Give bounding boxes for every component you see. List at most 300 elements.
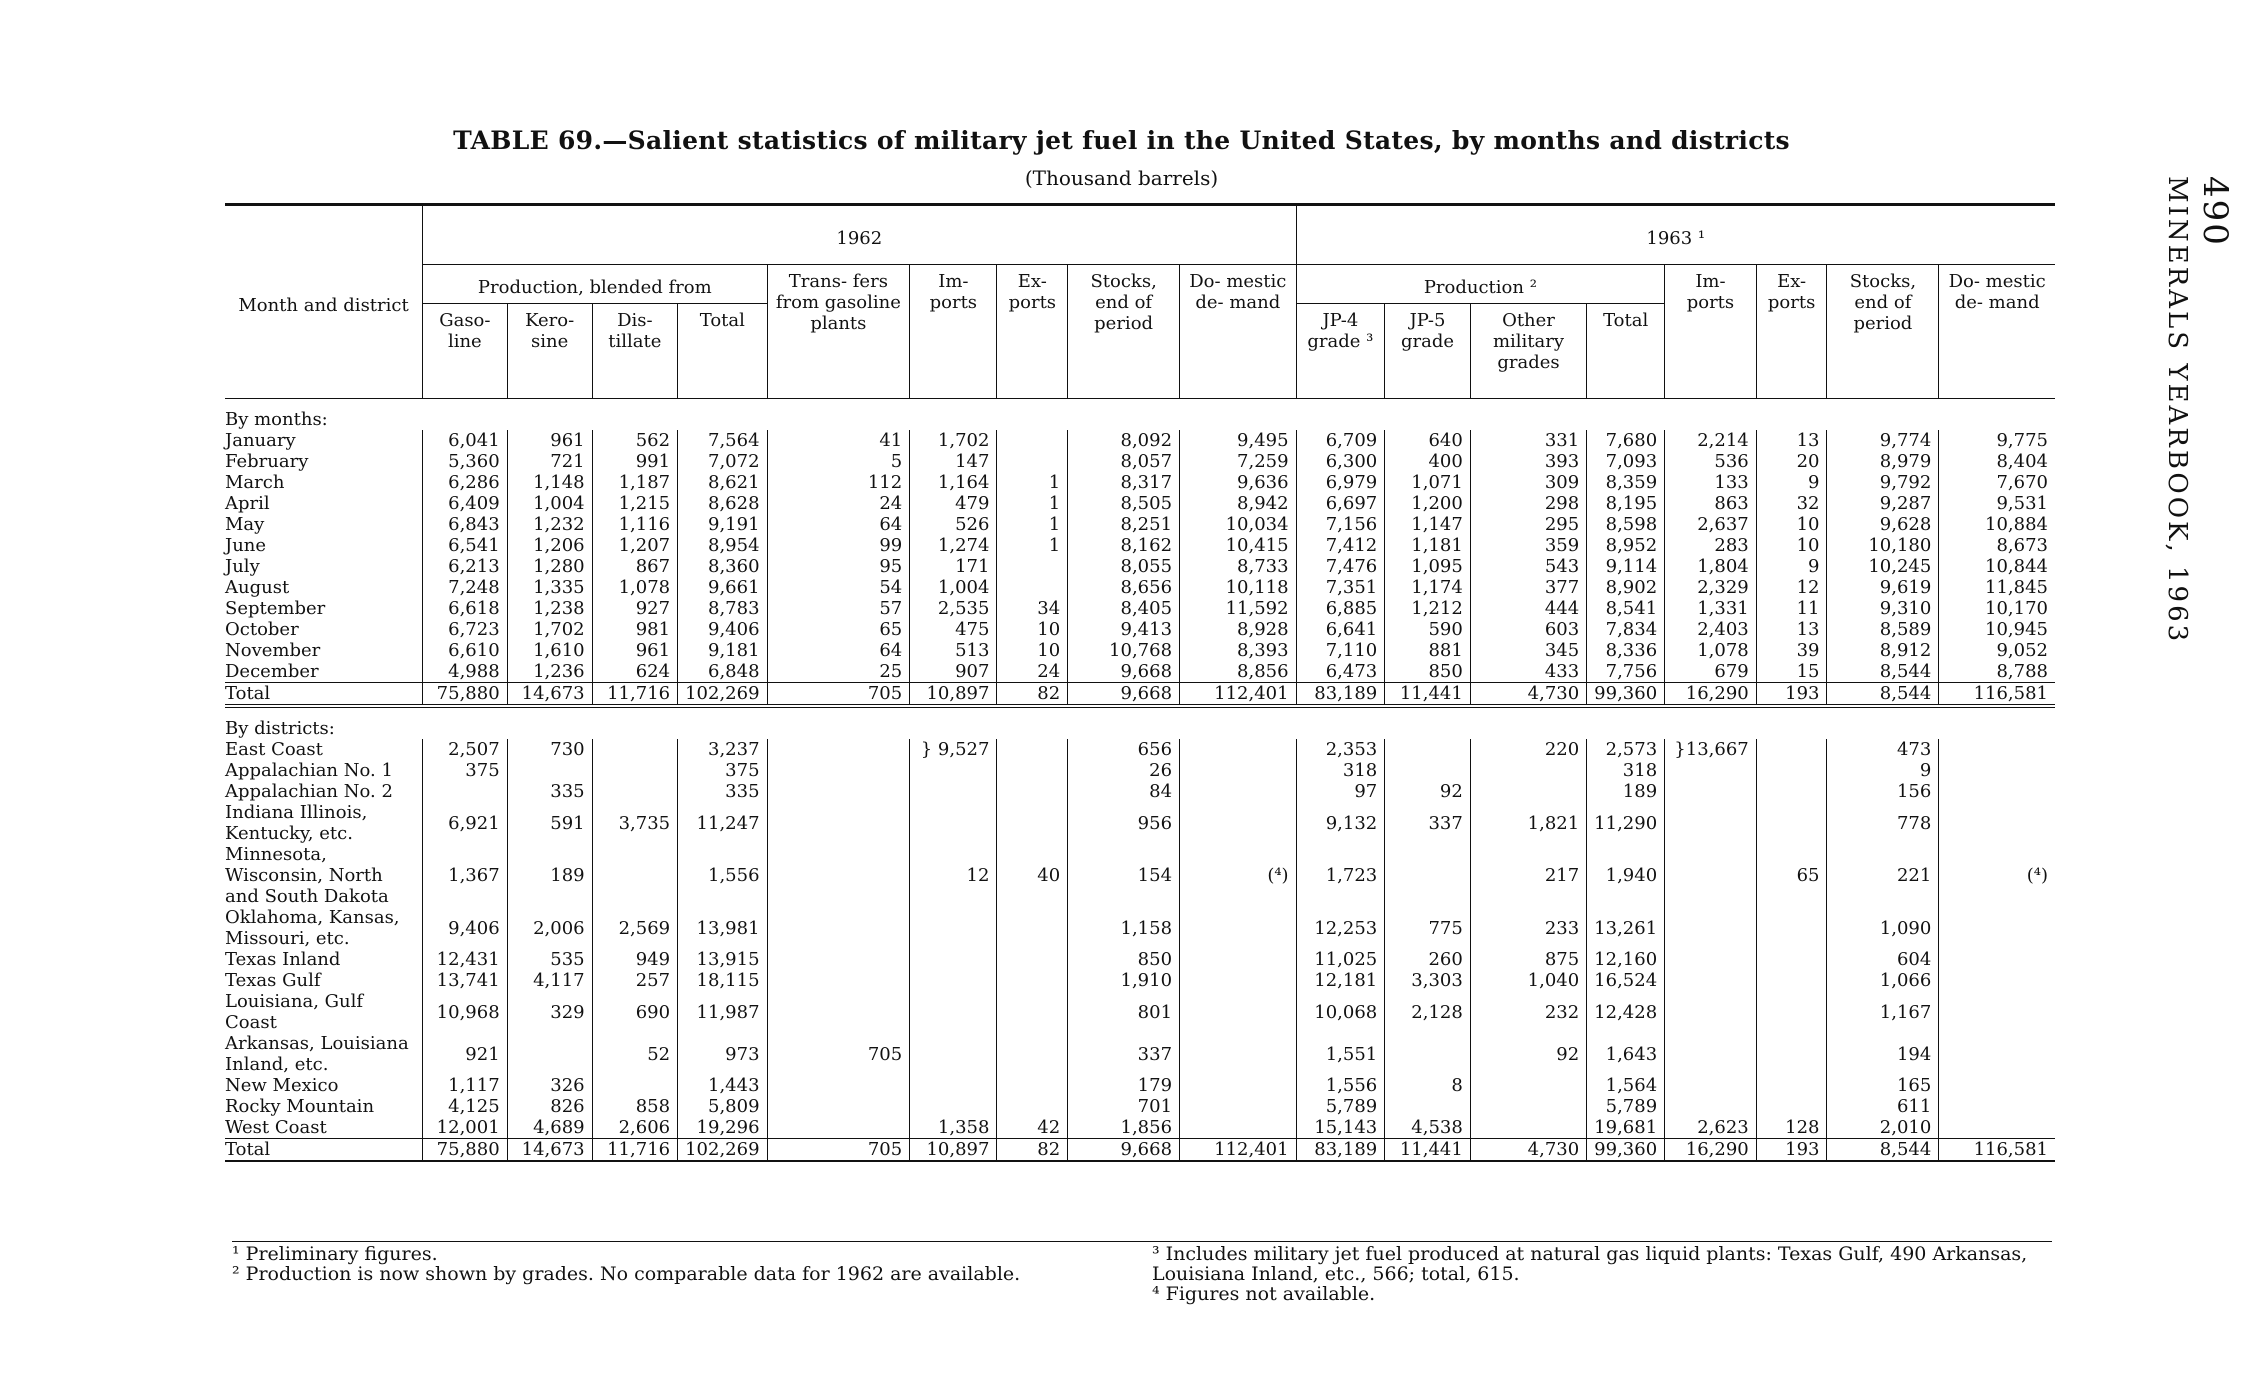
- cell: 10,415: [1180, 535, 1297, 556]
- cell: [1385, 1096, 1471, 1117]
- cell: [1756, 781, 1827, 802]
- cell: 9,619: [1827, 577, 1939, 598]
- cell: 8,360: [678, 556, 767, 577]
- cell: 10,170: [1939, 598, 2055, 619]
- cell: 8,544: [1827, 683, 1939, 707]
- col-total-1962: Total: [678, 304, 767, 399]
- cell: [1939, 1033, 2055, 1075]
- cell: 7,248: [423, 577, 508, 598]
- cell: 102,269: [678, 1139, 767, 1162]
- cell: 41: [767, 430, 910, 451]
- row-label: Texas Gulf: [225, 970, 321, 991]
- cell: 10,945: [1939, 619, 2055, 640]
- cell: 8,336: [1587, 640, 1665, 661]
- cell: 8,251: [1068, 514, 1180, 535]
- cell: 6,610: [423, 640, 508, 661]
- cell: 1: [997, 514, 1068, 535]
- cell: [1665, 844, 1757, 907]
- cell: 701: [1068, 1096, 1180, 1117]
- cell: [1756, 970, 1827, 991]
- cell: 801: [1068, 991, 1180, 1033]
- cell: 8,195: [1587, 493, 1665, 514]
- cell: 1,117: [423, 1075, 508, 1096]
- cell: [997, 451, 1068, 472]
- col-stocks-1963: Stocks, end of period: [1827, 265, 1939, 399]
- cell: 826: [507, 1096, 592, 1117]
- cell: [1665, 991, 1757, 1033]
- jet-fuel-table: [225, 203, 2055, 1162]
- table-row: [225, 430, 2055, 451]
- cell: 112,401: [1180, 1139, 1297, 1162]
- cell: 961: [507, 430, 592, 451]
- table-row: [225, 991, 2055, 1033]
- table-row: [225, 598, 2055, 619]
- cell: [1939, 739, 2055, 760]
- cell: 9: [1756, 556, 1827, 577]
- cell: 6,697: [1296, 493, 1385, 514]
- cell: [1756, 802, 1827, 844]
- table-row: [225, 844, 2055, 907]
- cell: 375: [678, 760, 767, 781]
- row-label: February: [225, 451, 309, 472]
- row-label: January: [225, 430, 296, 451]
- table-row: [225, 1117, 2055, 1139]
- cell: 337: [1385, 802, 1471, 844]
- cell: 590: [1385, 619, 1471, 640]
- table-row: [225, 661, 2055, 683]
- cell: [997, 991, 1068, 1033]
- cell: [1180, 1075, 1297, 1096]
- cell: [910, 907, 997, 949]
- cell: 705: [767, 1033, 910, 1075]
- table-title: TABLE 69.—Salient statistics of military jet fuel in the United States, by months and districts: [453, 126, 1790, 155]
- cell: 1,556: [678, 844, 767, 907]
- cell: 10,180: [1827, 535, 1939, 556]
- cell: 9,181: [678, 640, 767, 661]
- cell: 65: [767, 619, 910, 640]
- table-row: [225, 619, 2055, 640]
- cell: [997, 430, 1068, 451]
- page-number: 490: [2195, 176, 2235, 247]
- cell: 99: [767, 535, 910, 556]
- section-label: By months:: [225, 409, 328, 430]
- cell: [767, 739, 910, 760]
- cell: 345: [1470, 640, 1586, 661]
- cell: 10,245: [1827, 556, 1939, 577]
- cell: 1,331: [1665, 598, 1757, 619]
- cell: 6,979: [1296, 472, 1385, 493]
- cell: [997, 556, 1068, 577]
- cell: 5,809: [678, 1096, 767, 1117]
- cell: [1180, 991, 1297, 1033]
- cell: 907: [910, 661, 997, 683]
- running-head: [2160, 176, 2235, 644]
- row-label: Oklahoma, Kansas, Missouri, etc.: [225, 907, 400, 949]
- cell: 16,524: [1587, 970, 1665, 991]
- cell: 189: [1587, 781, 1665, 802]
- cell: 1,066: [1827, 970, 1939, 991]
- cell: 309: [1470, 472, 1586, 493]
- cell: 82: [997, 1139, 1068, 1162]
- cell: [1756, 907, 1827, 949]
- table-body: [225, 399, 2055, 1162]
- col-jp4: JP-4 grade ³: [1296, 304, 1385, 399]
- cell: 1,238: [507, 598, 592, 619]
- cell: [997, 760, 1068, 781]
- cell: 9,052: [1939, 640, 2055, 661]
- cell: 13,915: [678, 949, 767, 970]
- cell: 8,928: [1180, 619, 1297, 640]
- cell: 7,680: [1587, 430, 1665, 451]
- cell: 543: [1470, 556, 1586, 577]
- cell: 1,856: [1068, 1117, 1180, 1139]
- cell: 2,353: [1296, 739, 1385, 760]
- cell: 1,702: [910, 430, 997, 451]
- cell: 7,756: [1587, 661, 1665, 683]
- cell: [1180, 760, 1297, 781]
- row-label: June: [225, 535, 267, 556]
- col-kerosine: Kero- sine: [507, 304, 592, 399]
- cell: 2,507: [423, 739, 508, 760]
- cell: 1,274: [910, 535, 997, 556]
- cell: 318: [1296, 760, 1385, 781]
- cell: 10,034: [1180, 514, 1297, 535]
- cell: 5,789: [1296, 1096, 1385, 1117]
- cell: 1,078: [592, 577, 677, 598]
- cell: 326: [507, 1075, 592, 1096]
- cell: 7,834: [1587, 619, 1665, 640]
- cell: 6,848: [678, 661, 767, 683]
- cell: 9,636: [1180, 472, 1297, 493]
- cell: 12,428: [1587, 991, 1665, 1033]
- cell: 217: [1470, 844, 1586, 907]
- cell: 11,025: [1296, 949, 1385, 970]
- cell: [1665, 760, 1757, 781]
- cell: 8,621: [678, 472, 767, 493]
- cell: 171: [910, 556, 997, 577]
- cell: 10,844: [1939, 556, 2055, 577]
- cell: 6,300: [1296, 451, 1385, 472]
- cell: 298: [1470, 493, 1586, 514]
- cell: [767, 991, 910, 1033]
- cell: [997, 907, 1068, 949]
- cell: 9,287: [1827, 493, 1939, 514]
- cell: 133: [1665, 472, 1757, 493]
- cell: 850: [1068, 949, 1180, 970]
- cell: 4,730: [1470, 683, 1586, 707]
- cell: [910, 949, 997, 970]
- cell: 8,505: [1068, 493, 1180, 514]
- cell: (⁴): [1939, 844, 2055, 907]
- cell: [1470, 781, 1586, 802]
- cell: 921: [423, 1033, 508, 1075]
- cell: [1180, 781, 1297, 802]
- cell: 18,115: [678, 970, 767, 991]
- row-label: October: [225, 619, 299, 640]
- cell: [1756, 949, 1827, 970]
- cell: 3,303: [1385, 970, 1471, 991]
- cell: 83,189: [1296, 683, 1385, 707]
- cell: 8,541: [1587, 598, 1665, 619]
- cell: (⁴): [1180, 844, 1297, 907]
- cell: 5,789: [1587, 1096, 1665, 1117]
- cell: 1,358: [910, 1117, 997, 1139]
- cell: 12: [910, 844, 997, 907]
- cell: [767, 1075, 910, 1096]
- cell: [1939, 781, 2055, 802]
- cell: [1939, 907, 2055, 949]
- cell: 8,393: [1180, 640, 1297, 661]
- cell: 19,296: [678, 1117, 767, 1139]
- cell: 221: [1827, 844, 1939, 907]
- cell: [1756, 1075, 1827, 1096]
- cell: 1,702: [507, 619, 592, 640]
- cell: [592, 781, 677, 802]
- cell: 283: [1665, 535, 1757, 556]
- cell: 6,041: [423, 430, 508, 451]
- cell: 99,360: [1587, 683, 1665, 707]
- cell: 8,788: [1939, 661, 2055, 683]
- cell: 1,174: [1385, 577, 1471, 598]
- cell: [910, 970, 997, 991]
- cell: [1756, 760, 1827, 781]
- footnotes-left: [232, 1244, 1132, 1284]
- cell: [1385, 739, 1471, 760]
- cell: 19,681: [1587, 1117, 1665, 1139]
- cell: [1939, 970, 2055, 991]
- cell: 8,404: [1939, 451, 2055, 472]
- cell: [1665, 781, 1757, 802]
- cell: 1,643: [1587, 1033, 1665, 1075]
- cell: 11,441: [1385, 1139, 1471, 1162]
- cell: 1,723: [1296, 844, 1385, 907]
- cell: 433: [1470, 661, 1586, 683]
- cell: 927: [592, 598, 677, 619]
- cell: [997, 949, 1068, 970]
- cell: [997, 1075, 1068, 1096]
- cell: 9,406: [423, 907, 508, 949]
- cell: 7,093: [1587, 451, 1665, 472]
- section-by-months: [225, 399, 2055, 431]
- cell: 34: [997, 598, 1068, 619]
- section-by-districts: [225, 706, 2055, 739]
- cell: 2,403: [1665, 619, 1757, 640]
- col-stocks-1962: Stocks, end of period: [1068, 265, 1180, 399]
- cell: 9,668: [1068, 1139, 1180, 1162]
- cell: 690: [592, 991, 677, 1033]
- row-label: New Mexico: [225, 1075, 339, 1096]
- cell: 220: [1470, 739, 1586, 760]
- cell: 8,979: [1827, 451, 1939, 472]
- cell: 775: [1385, 907, 1471, 949]
- cell: [1180, 907, 1297, 949]
- cell: 8,656: [1068, 577, 1180, 598]
- row-label: July: [225, 556, 260, 577]
- cell: [507, 1033, 592, 1075]
- cell: 1,147: [1385, 514, 1471, 535]
- cell: 11,987: [678, 991, 767, 1033]
- cell: 1,804: [1665, 556, 1757, 577]
- cell: 82: [997, 683, 1068, 707]
- cell: [1665, 949, 1757, 970]
- table-row: [225, 760, 2055, 781]
- cell: 1,181: [1385, 535, 1471, 556]
- cell: 444: [1470, 598, 1586, 619]
- cell: 6,709: [1296, 430, 1385, 451]
- cell: [1939, 1117, 2055, 1139]
- cell: 2,329: [1665, 577, 1757, 598]
- cell: 99,360: [1587, 1139, 1665, 1162]
- cell: 1,148: [507, 472, 592, 493]
- cell: 2,535: [910, 598, 997, 619]
- stub-header: Month and district: [225, 205, 423, 399]
- table-row: [225, 970, 2055, 991]
- cell: 26: [1068, 760, 1180, 781]
- cell: 57: [767, 598, 910, 619]
- cell: [1470, 1075, 1586, 1096]
- cell: 730: [507, 739, 592, 760]
- cell: 54: [767, 577, 910, 598]
- cell: 393: [1470, 451, 1586, 472]
- cell: [767, 781, 910, 802]
- cell: 24: [767, 493, 910, 514]
- cell: 2,569: [592, 907, 677, 949]
- table-row: [225, 535, 2055, 556]
- cell: 10: [997, 640, 1068, 661]
- col-gasoline: Gaso- line: [423, 304, 508, 399]
- cell: 1: [997, 493, 1068, 514]
- cell: 329: [507, 991, 592, 1033]
- cell: [1665, 1033, 1757, 1075]
- cell: 1,200: [1385, 493, 1471, 514]
- cell: 9,661: [678, 577, 767, 598]
- table-row: [225, 781, 2055, 802]
- cell: 1,443: [678, 1075, 767, 1096]
- cell: 3,735: [592, 802, 677, 844]
- col-other-military: Other military grades: [1470, 304, 1586, 399]
- row-label: Appalachian No. 1: [225, 760, 393, 781]
- cell: [507, 760, 592, 781]
- cell: 8,954: [678, 535, 767, 556]
- cell: 12,001: [423, 1117, 508, 1139]
- section-label: By districts:: [225, 718, 335, 739]
- cell: 6,641: [1296, 619, 1385, 640]
- cell: 12,253: [1296, 907, 1385, 949]
- cell: [767, 907, 910, 949]
- cell: 16,290: [1665, 683, 1757, 707]
- cell: 39: [1756, 640, 1827, 661]
- cell: [1756, 1096, 1827, 1117]
- cell: [592, 1075, 677, 1096]
- cell: 260: [1385, 949, 1471, 970]
- cell: 295: [1470, 514, 1586, 535]
- row-label: Arkansas, Louisiana Inland, etc.: [225, 1033, 409, 1075]
- cell: 6,618: [423, 598, 508, 619]
- cell: 3,237: [678, 739, 767, 760]
- table-row: [225, 577, 2055, 598]
- cell: 147: [910, 451, 997, 472]
- cell: 13,261: [1587, 907, 1665, 949]
- cell: 1,556: [1296, 1075, 1385, 1096]
- cell: 40: [997, 844, 1068, 907]
- cell: 10: [1756, 514, 1827, 535]
- cell: [1385, 1033, 1471, 1075]
- cell: 154: [1068, 844, 1180, 907]
- cell: 2,006: [507, 907, 592, 949]
- cell: 705: [767, 683, 910, 707]
- cell: [1180, 1117, 1297, 1139]
- cell: 9,191: [678, 514, 767, 535]
- cell: 4,125: [423, 1096, 508, 1117]
- cell: 1,090: [1827, 907, 1939, 949]
- cell: 8,952: [1587, 535, 1665, 556]
- cell: [1665, 802, 1757, 844]
- running-head-text: MINERALS YEARBOOK, 1963: [2162, 176, 2192, 645]
- cell: 156: [1827, 781, 1939, 802]
- cell: 13,981: [678, 907, 767, 949]
- cell: [1180, 802, 1297, 844]
- cell: 112: [767, 472, 910, 493]
- cell: 624: [592, 661, 677, 683]
- cell: 10: [997, 619, 1068, 640]
- cell: 13: [1756, 619, 1827, 640]
- cell: 1,280: [507, 556, 592, 577]
- table-subtitle: (Thousand barrels): [1024, 166, 1219, 190]
- cell: 11,716: [592, 1139, 677, 1162]
- col-distillate: Dis- tillate: [592, 304, 677, 399]
- cell: 956: [1068, 802, 1180, 844]
- cell: 102,269: [678, 683, 767, 707]
- cell: 9,495: [1180, 430, 1297, 451]
- col-total-1963: Total: [1587, 304, 1665, 399]
- cell: [1180, 739, 1297, 760]
- table-row: [225, 1096, 2055, 1117]
- cell: 6,885: [1296, 598, 1385, 619]
- cell: 7,564: [678, 430, 767, 451]
- cell: 20: [1756, 451, 1827, 472]
- cell: 973: [678, 1033, 767, 1075]
- cell: [997, 1033, 1068, 1075]
- footnote-3: ³ Includes military jet fuel produced at natural gas liquid plants: Texas Gulf, 490 Arkansas, Louisiana Inland, etc., 566; total, 615.: [1152, 1243, 2028, 1285]
- cell: 7,072: [678, 451, 767, 472]
- cell: 9: [1827, 760, 1939, 781]
- cell: 8,673: [1939, 535, 2055, 556]
- cell: 2,606: [592, 1117, 677, 1139]
- cell: 1,004: [507, 493, 592, 514]
- cell: [1385, 844, 1471, 907]
- cell: 591: [507, 802, 592, 844]
- row-label: August: [225, 577, 290, 598]
- cell: [1665, 1075, 1757, 1096]
- cell: 9,792: [1827, 472, 1939, 493]
- cell: 8,902: [1587, 577, 1665, 598]
- cell: 8: [1385, 1075, 1471, 1096]
- cell: 10,968: [423, 991, 508, 1033]
- year-1963-header: 1963 ¹: [1296, 205, 2055, 265]
- cell: [592, 739, 677, 760]
- cell: [1180, 1033, 1297, 1075]
- cell: 32: [1756, 493, 1827, 514]
- cell: 6,286: [423, 472, 508, 493]
- cell: [1470, 760, 1586, 781]
- cell: 7,476: [1296, 556, 1385, 577]
- cell: 1,551: [1296, 1033, 1385, 1075]
- year-1962-header: 1962: [423, 205, 1297, 265]
- cell: 233: [1470, 907, 1586, 949]
- cell: [1756, 739, 1827, 760]
- footnote-1: ¹ Preliminary figures.: [232, 1243, 438, 1265]
- cell: 1,206: [507, 535, 592, 556]
